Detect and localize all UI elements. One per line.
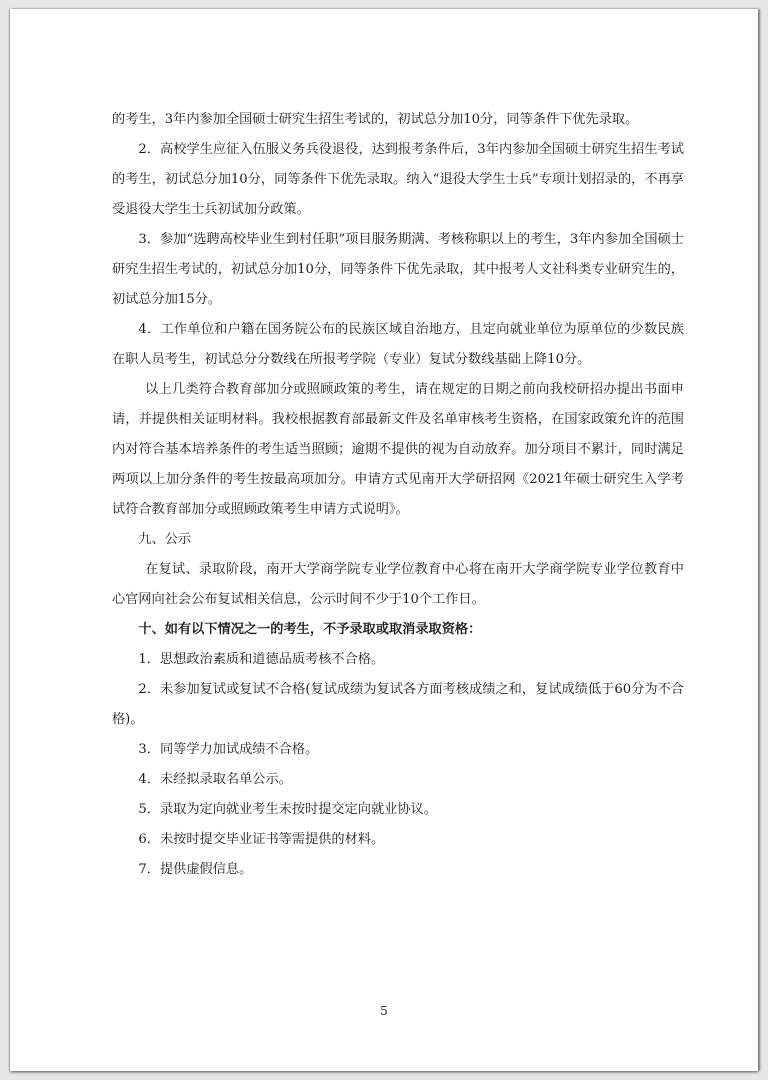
page-number: 5: [380, 1004, 388, 1018]
list-item-disqualification-5: 5．录取为定向就业考生未按时提交定向就业协议。: [138, 802, 437, 817]
list-item-disqualification-6: 6．未按时提交毕业证书等需提供的材料。: [138, 832, 385, 847]
paragraph-item-3: 3．参加“选聘高校毕业生到村任职”项目服务期满、考核称职以上的考生，3年内参加全国硕士研究生招生考试的，初试总分加10分，同等条件下优先录取，其中报考人文社科类专业研究生的，初试总分加15分。: [112, 232, 684, 307]
document-page: [10, 9, 758, 1071]
list-item-disqualification-2: 2．未参加复试或复试不合格(复试成绩为复试各方面考核成绩之和，复试成绩低于60分为不合格)。: [112, 682, 684, 727]
paragraph-publicity: 在复试、录取阶段，南开大学商学院专业学位教育中心将在南开大学商学院专业学位教育中心官网向社会公布复试相关信息，公示时间不少于10个工作日。: [112, 562, 684, 607]
paragraph-application-notice: 以上几类符合教育部加分或照顾政策的考生，请在规定的日期之前向我校研招办提出书面申请，并提供相关证明材料。我校根据教育部最新文件及名单审核考生资格，在国家政策允许的范围内对符合基本培养条件的考生适当照顾；逾期不提供的视为自动放弃。加分项目不累计，同时满足两项以上加分条件的考生按最高项加分。申请方式见南开大学研招网《2021年硕士研究生入学考试符合教育部加分或照顾政策考生申请方式说明》。: [112, 382, 684, 517]
section-heading-publicity: 九、公示: [138, 532, 192, 547]
list-item-disqualification-7: 7．提供虚假信息。: [138, 862, 253, 877]
paragraph-continuation: 的考生，3年内参加全国硕士研究生招生考试的，初试总分加10分，同等条件下优先录取。: [112, 112, 639, 127]
section-heading-disqualification: 十、如有以下情况之一的考生，不予录取或取消录取资格：: [138, 622, 482, 637]
list-item-disqualification-4: 4．未经拟录取名单公示。: [138, 772, 292, 787]
paragraph-item-2: 2．高校学生应征入伍服义务兵役退役，达到报考条件后，3年内参加全国硕士研究生招生考试的考生，初试总分加10分，同等条件下优先录取。纳入“退役大学生士兵”专项计划招录的，不再享受退役大学生士兵初试加分政策。: [112, 142, 684, 217]
list-item-disqualification-3: 3．同等学力加试成绩不合格。: [138, 742, 319, 757]
list-item-disqualification-1: 1．思想政治素质和道德品质考核不合格。: [138, 652, 385, 667]
paragraph-item-4: 4．工作单位和户籍在国务院公布的民族区域自治地方，且定向就业单位为原单位的少数民族在职人员考生，初试总分分数线在所报考学院（专业）复试分数线基础上降10分。: [112, 322, 684, 367]
document-body: [112, 105, 684, 885]
